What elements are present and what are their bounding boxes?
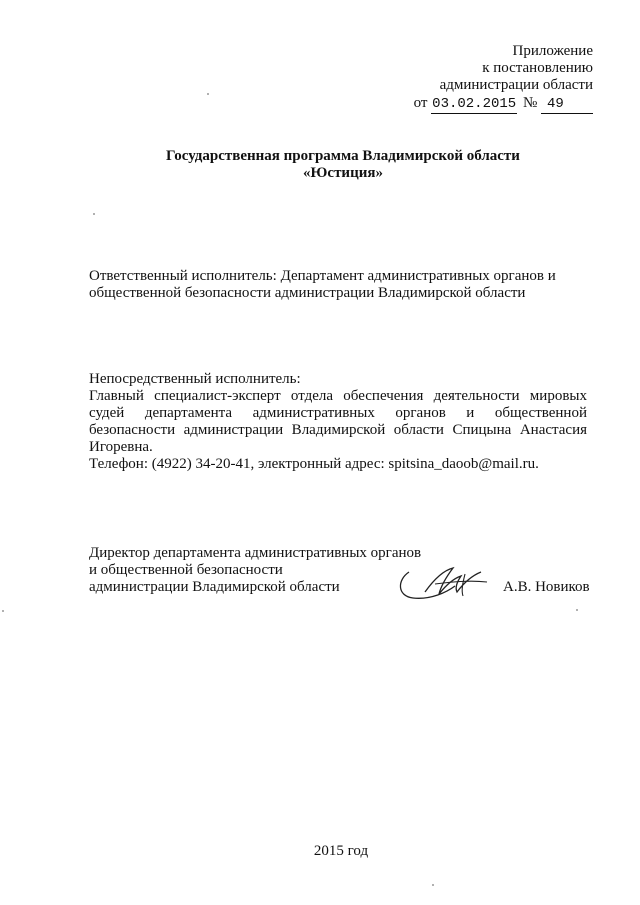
direct-text-line: Главный специалист-эксперт отдела обеспечения деятельности мировых bbox=[89, 388, 587, 404]
direct-text-line: судей департамента административных органов и общественной bbox=[89, 405, 587, 421]
date-prefix: от bbox=[413, 95, 428, 111]
direct-heading: Непосредственный исполнитель: bbox=[89, 371, 301, 387]
number-prefix: № bbox=[522, 95, 538, 111]
appendix-line: Приложение bbox=[512, 43, 593, 59]
scan-speck bbox=[576, 609, 578, 611]
director-title-line: администрации Владимирской области bbox=[89, 579, 340, 595]
document-title bbox=[0, 148, 640, 182]
footer-year: 2015 год bbox=[313, 843, 369, 859]
title-line: Государственная программа Владимирской области bbox=[166, 148, 520, 164]
resolution-line: к постановлению bbox=[482, 60, 593, 76]
scan-speck bbox=[207, 93, 209, 95]
direct-text-line: безопасности администрации Владимирской области Спицына Анастасия bbox=[89, 422, 587, 438]
number-value: 49 bbox=[541, 96, 593, 114]
title-program-name: «Юстиция» bbox=[303, 165, 383, 181]
scan-speck bbox=[432, 884, 434, 886]
date-value: 03.02.2015 bbox=[432, 96, 517, 112]
date-number-line bbox=[333, 95, 593, 114]
director-title-line: Директор департамента административных органов bbox=[89, 545, 422, 561]
contact-line: Телефон: (4922) 34-20-41, электронный адрес: spitsina_daoob@mail.ru. bbox=[89, 456, 539, 472]
direct-executor bbox=[89, 371, 587, 473]
administration-line: администрации области bbox=[439, 77, 593, 93]
appendix-header bbox=[333, 43, 593, 114]
responsible-line: Ответственный исполнитель: Департамент административных органов и bbox=[89, 268, 556, 284]
responsible-executor bbox=[89, 268, 599, 302]
responsible-line: общественной безопасности администрации Владимирской области bbox=[89, 285, 526, 301]
scan-speck bbox=[93, 213, 95, 215]
scan-speck bbox=[2, 610, 4, 612]
director-name: А.В. Новиков bbox=[503, 579, 590, 595]
director-title-line: и общественной безопасности bbox=[89, 562, 283, 578]
signature-icon bbox=[395, 562, 495, 604]
direct-text-line: Игоревна. bbox=[89, 439, 153, 455]
